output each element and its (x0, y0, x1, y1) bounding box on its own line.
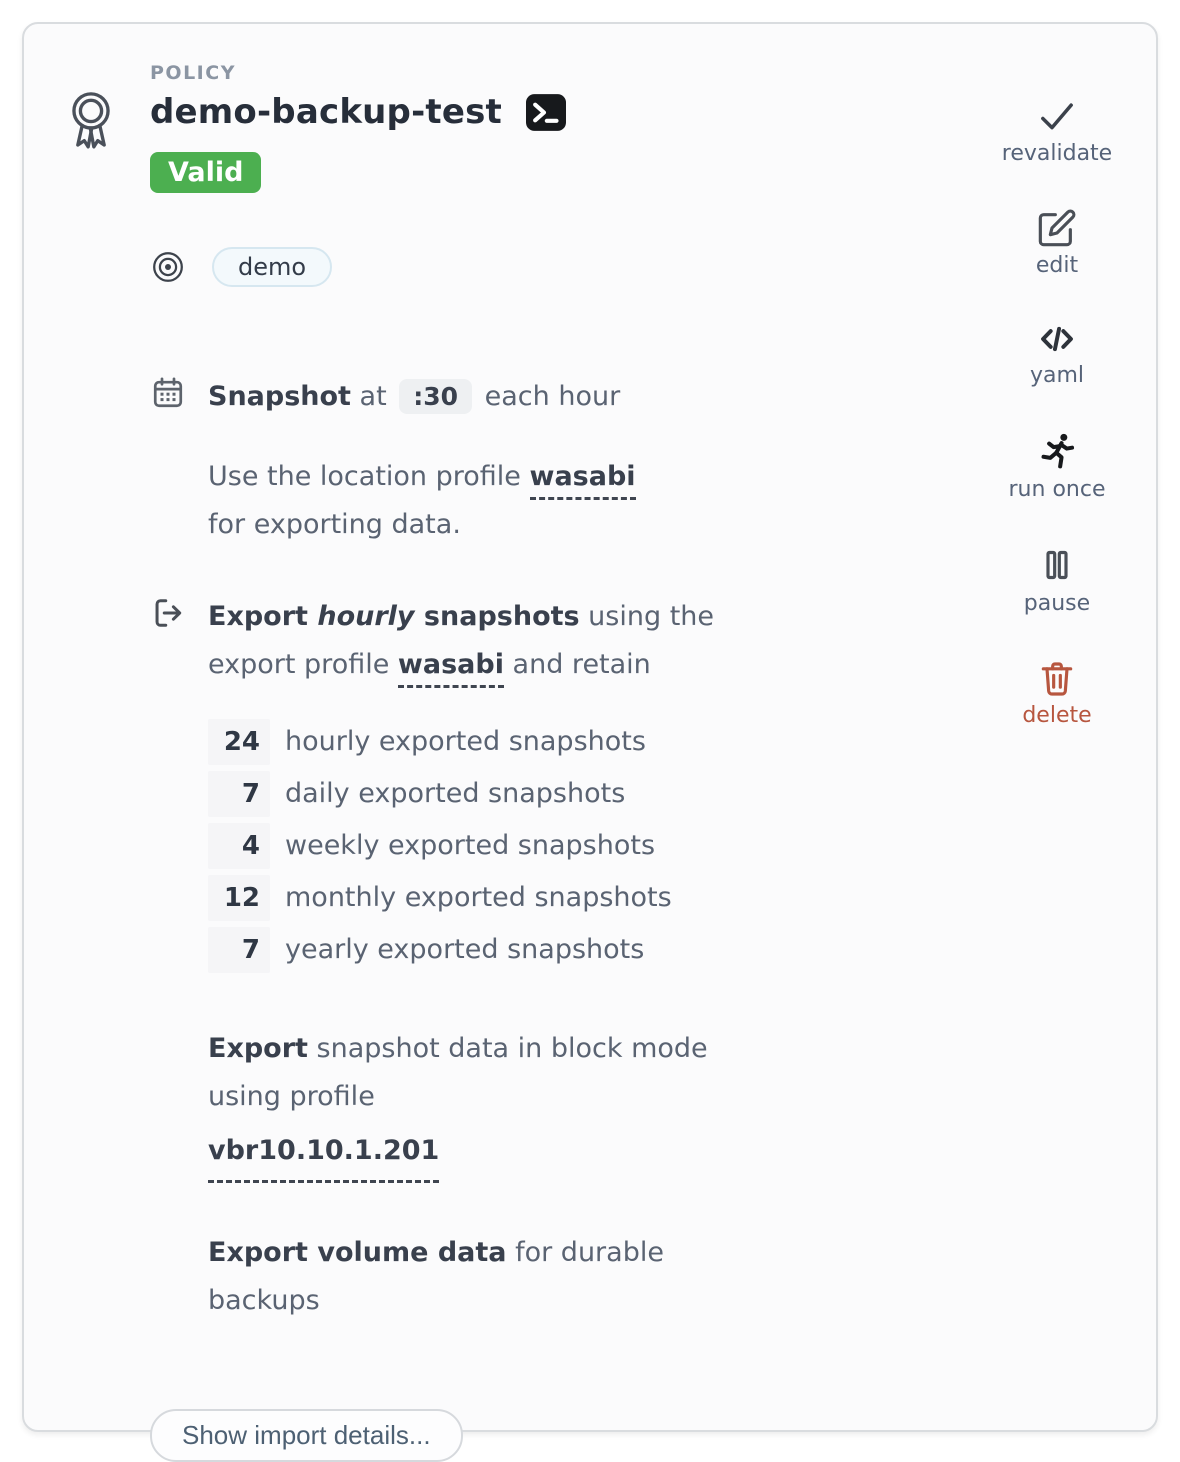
policy-eyebrow: POLICY (150, 62, 236, 84)
export-block-paragraph (208, 1025, 768, 1183)
retention-count: 24 (208, 719, 270, 765)
export-section (150, 593, 986, 1325)
retention-count: 4 (208, 823, 270, 869)
schedule-line (208, 373, 636, 421)
location-profile-paragraph (208, 453, 636, 549)
retention-count: 7 (208, 927, 270, 973)
export-snapshots-word: snapshots (414, 601, 580, 632)
retention-count: 7 (208, 771, 270, 817)
retention-row (208, 771, 768, 817)
retention-row (208, 719, 768, 765)
schedule-tail-text: each hour (476, 381, 621, 412)
retention-label: daily exported snapshots (285, 778, 626, 809)
retention-count: 12 (208, 875, 270, 921)
export-block-text: snapshot data in block mode using profile (208, 1033, 708, 1112)
retention-row (208, 823, 768, 869)
status-badge: Valid (150, 152, 261, 193)
policy-card (22, 22, 1158, 1450)
schedule-section (150, 373, 986, 549)
terminal-icon[interactable] (526, 94, 566, 131)
edit-label: edit (1035, 253, 1079, 278)
location-profile-link[interactable]: wasabi (530, 461, 636, 500)
schedule-keyword: Snapshot (208, 381, 351, 412)
export-volume-paragraph (208, 1229, 768, 1325)
export-mid-text: using the export profile (208, 601, 715, 680)
calendar-icon (150, 373, 186, 549)
export-profile-link[interactable]: wasabi (398, 649, 504, 688)
pause-label: pause (1023, 591, 1091, 616)
retention-label: hourly exported snapshots (285, 726, 646, 757)
export-frequency: hourly (317, 601, 415, 632)
export-volume-text: for durable backups (208, 1237, 664, 1316)
target-row (150, 247, 986, 287)
export-volume-keyword: Export volume data (208, 1237, 507, 1268)
policy-title: demo-backup-test (150, 92, 502, 132)
retention-list (208, 719, 768, 973)
location-pre-text: Use the location profile (208, 461, 530, 492)
export-body (208, 593, 768, 1325)
retention-label: monthly exported snapshots (285, 882, 672, 913)
revalidate-label: revalidate (1001, 141, 1113, 166)
location-line-1 (208, 453, 636, 501)
retention-row (208, 875, 768, 921)
delete-label: delete (1022, 703, 1092, 728)
namespace-tag[interactable]: demo (212, 247, 332, 287)
export-intro (208, 593, 768, 689)
location-line-2: for exporting data. (208, 509, 461, 540)
export-block-line (208, 1025, 768, 1121)
schedule-body (208, 373, 636, 549)
export-block-keyword: Export (208, 1033, 308, 1064)
card-content (24, 24, 1156, 1462)
export-icon (150, 593, 186, 1325)
schedule-mid-text: at (350, 381, 396, 412)
retention-label: yearly exported snapshots (285, 934, 645, 965)
retention-label: weekly exported snapshots (285, 830, 656, 861)
run-once-label: run once (1008, 477, 1106, 502)
export-keyword: Export (208, 601, 318, 632)
yaml-label: yaml (1029, 363, 1085, 388)
title-row (150, 92, 986, 132)
export-tail-text: and retain (503, 649, 651, 680)
schedule-time-chip: :30 (399, 379, 472, 414)
show-import-details-button[interactable]: Show import details... (150, 1409, 463, 1462)
target-icon (150, 249, 186, 285)
block-profile-link[interactable]: vbr10.10.1.201 (208, 1127, 439, 1183)
retention-row (208, 927, 768, 973)
